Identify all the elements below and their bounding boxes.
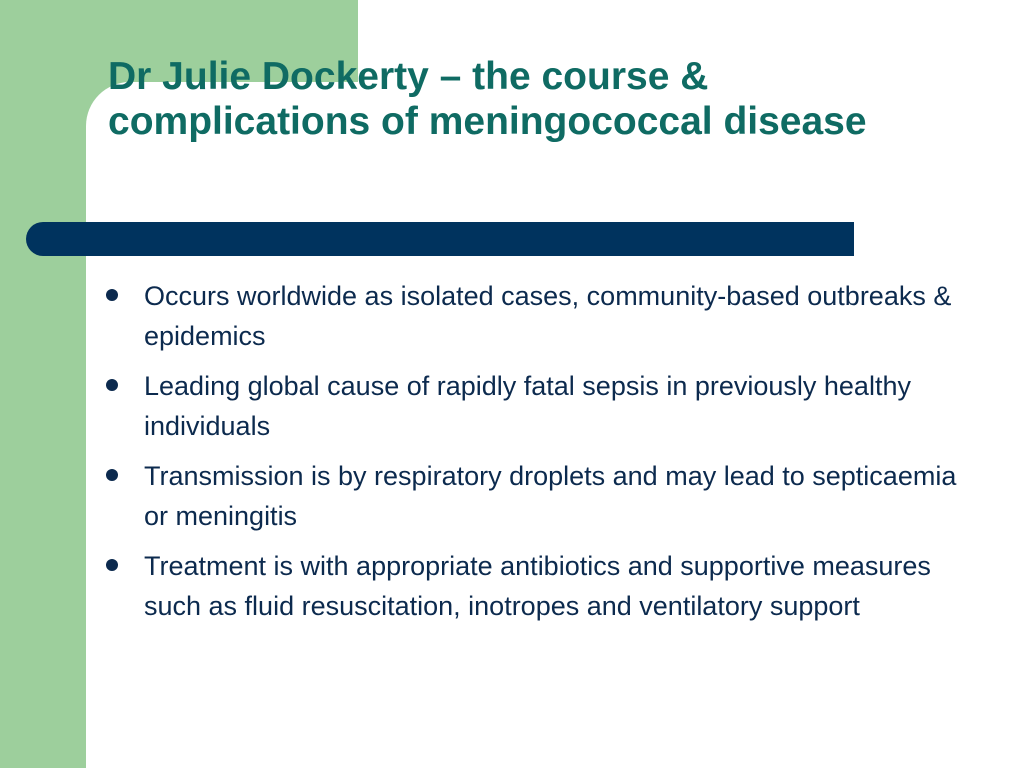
title-divider-bar: [26, 222, 854, 256]
slide-title: Dr Julie Dockerty – the course & complications of meningococcal disease: [108, 55, 867, 143]
bullet-text: Leading global cause of rapidly fatal sepsis in previously healthy individuals: [144, 371, 911, 441]
bullet-text: Treatment is with appropriate antibiotics and supportive measures such as fluid resuscitation, inotropes and ventilatory support: [144, 551, 931, 621]
bullet-text: Transmission is by respiratory droplets and may lead to septicaemia or meningitis: [144, 461, 957, 531]
bullet-dot-icon: [106, 469, 118, 481]
bullet-dot-icon: [106, 559, 118, 571]
bullet-item: [104, 456, 964, 536]
bullet-text: Occurs worldwide as isolated cases, community-based outbreaks & epidemics: [144, 281, 952, 351]
bullet-item: [104, 366, 964, 446]
bullet-item: [104, 546, 964, 626]
bullet-list: [104, 276, 964, 636]
bullet-dot-icon: [106, 379, 118, 391]
bullet-dot-icon: [106, 289, 118, 301]
bullet-item: [104, 276, 964, 356]
